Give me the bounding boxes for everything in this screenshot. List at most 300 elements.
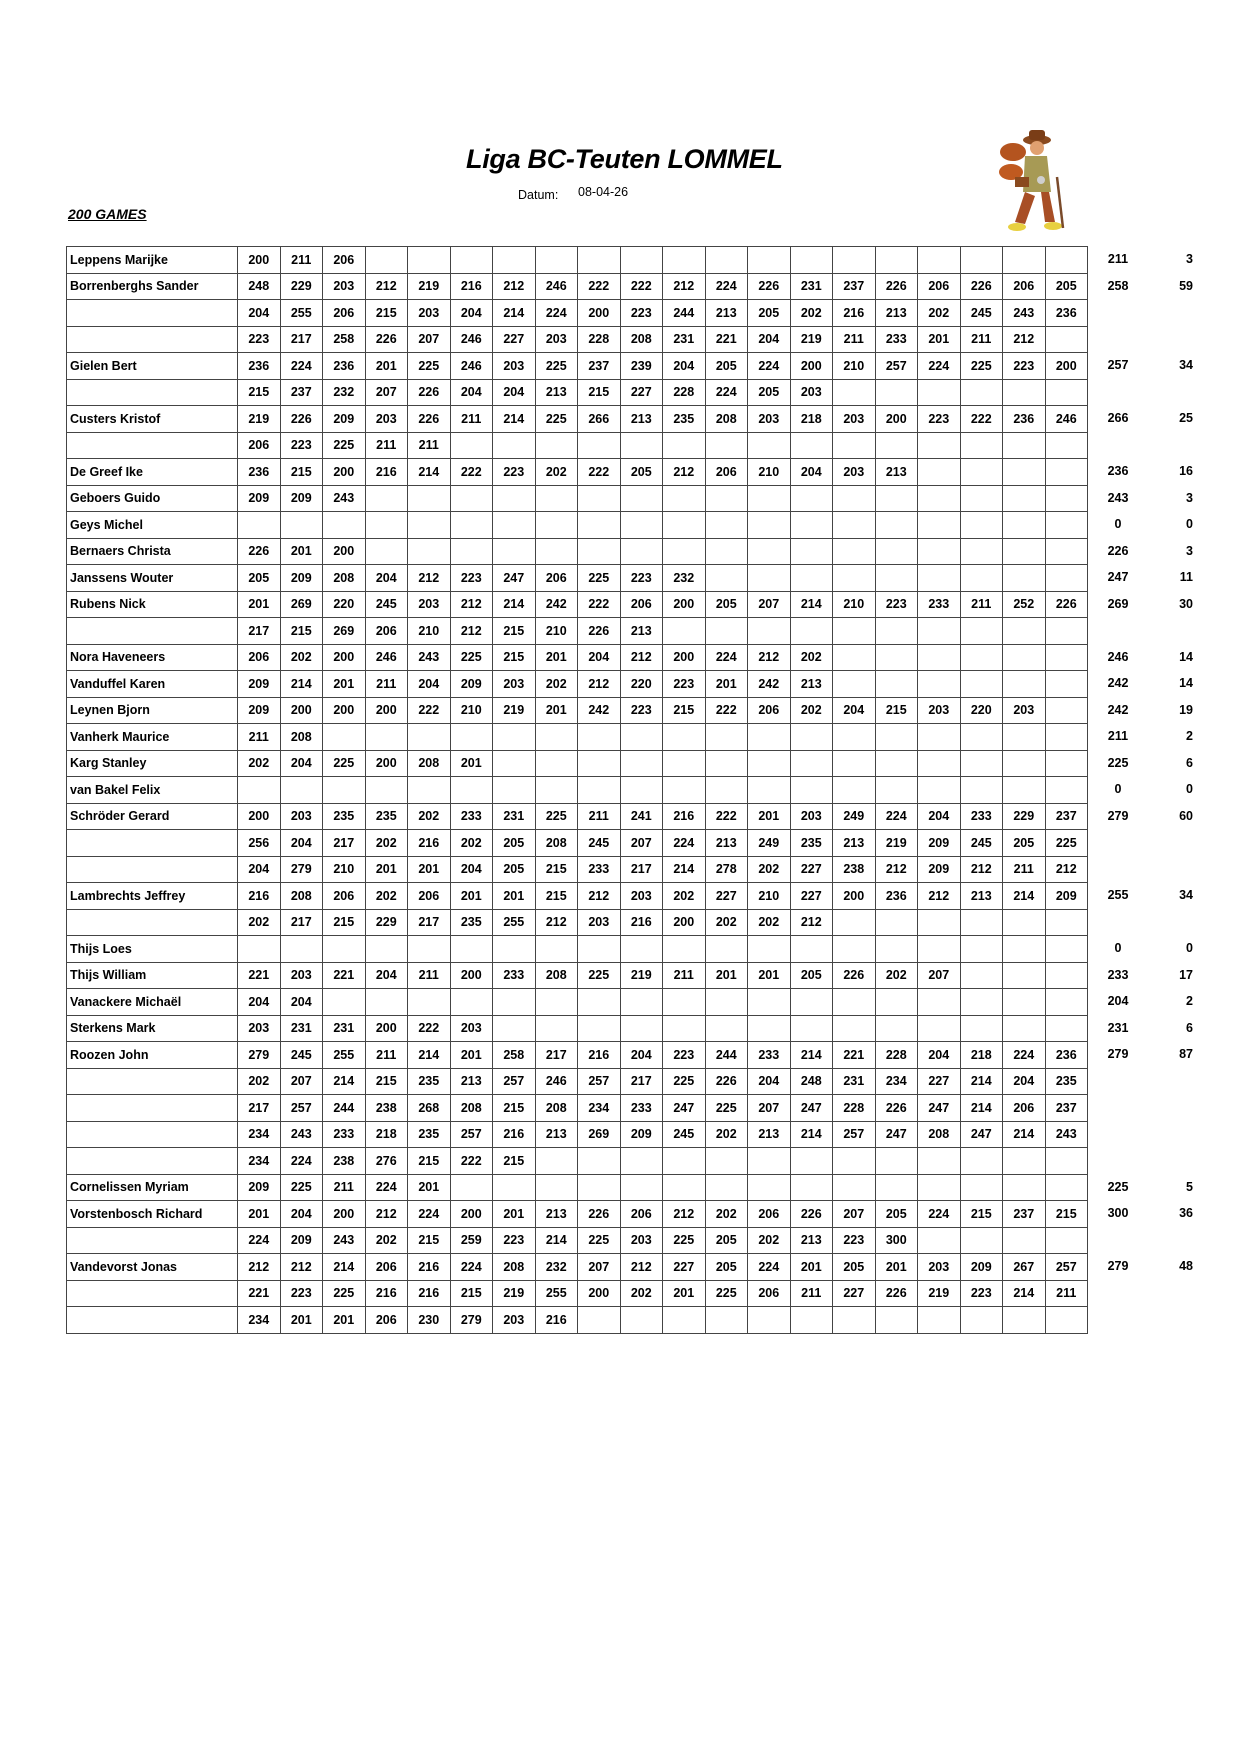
score-cell: 201 (748, 803, 791, 830)
score-cell (833, 671, 876, 698)
score-cell: 212 (620, 644, 663, 671)
score-cell (578, 538, 621, 565)
score-cell: 235 (365, 803, 408, 830)
score-cell: 202 (790, 644, 833, 671)
score-cell: 227 (705, 883, 748, 910)
table-row (67, 883, 1088, 910)
summary-row (1083, 326, 1193, 353)
score-cell: 201 (493, 1201, 536, 1228)
table-row (67, 1254, 1088, 1281)
score-cell: 215 (280, 459, 323, 486)
score-cell: 224 (280, 353, 323, 380)
score-cell: 224 (280, 1148, 323, 1175)
score-cell (620, 724, 663, 751)
score-cell (960, 1227, 1003, 1254)
summary-column (1083, 246, 1193, 1333)
score-cell (875, 538, 918, 565)
score-cell: 234 (238, 1307, 281, 1334)
score-cell: 213 (535, 1201, 578, 1228)
score-cell (918, 724, 961, 751)
score-cell (1003, 459, 1046, 486)
summary-row (1083, 962, 1193, 989)
score-cell: 200 (365, 697, 408, 724)
score-cell (1045, 485, 1088, 512)
score-cell: 201 (408, 856, 451, 883)
summary-row (1083, 856, 1193, 883)
score-cell: 243 (1045, 1121, 1088, 1148)
score-cell: 203 (238, 1015, 281, 1042)
score-cell (918, 565, 961, 592)
score-cell (790, 750, 833, 777)
score-cell (238, 777, 281, 804)
score-cell (365, 724, 408, 751)
table-row (67, 830, 1088, 857)
score-cell: 300 (875, 1227, 918, 1254)
score-cell: 203 (408, 591, 451, 618)
score-cell: 200 (238, 803, 281, 830)
score-cell: 211 (960, 326, 1003, 353)
score-cell (833, 565, 876, 592)
score-cell: 252 (1003, 591, 1046, 618)
score-cell (493, 750, 536, 777)
score-cell: 211 (238, 724, 281, 751)
score-cell: 223 (280, 432, 323, 459)
score-cell (833, 618, 876, 645)
score-cell: 212 (578, 671, 621, 698)
score-cell: 213 (833, 830, 876, 857)
score-cell: 226 (408, 406, 451, 433)
score-cell (875, 724, 918, 751)
score-cell: 237 (1045, 1095, 1088, 1122)
score-cell: 276 (365, 1148, 408, 1175)
score-cell: 206 (748, 697, 791, 724)
score-cell: 202 (238, 1068, 281, 1095)
score-cell (578, 777, 621, 804)
games-count: 0 (1186, 941, 1193, 956)
table-row (67, 512, 1088, 539)
score-cell: 255 (493, 909, 536, 936)
score-cell: 244 (705, 1042, 748, 1069)
score-cell: 223 (663, 671, 706, 698)
score-cell (875, 750, 918, 777)
games-count: 25 (1179, 411, 1193, 426)
summary-row (1083, 432, 1193, 459)
score-cell: 224 (748, 353, 791, 380)
score-cell: 210 (748, 459, 791, 486)
score-cell (960, 247, 1003, 274)
score-cell (323, 512, 366, 539)
table-row (67, 644, 1088, 671)
score-cell: 210 (833, 353, 876, 380)
score-cell (578, 1015, 621, 1042)
score-cell (1003, 1174, 1046, 1201)
score-cell: 201 (280, 538, 323, 565)
score-cell (1045, 936, 1088, 963)
score-cell (790, 432, 833, 459)
score-cell: 223 (620, 300, 663, 327)
score-cell: 214 (493, 591, 536, 618)
score-cell (620, 485, 663, 512)
score-cell: 204 (365, 565, 408, 592)
score-cell: 203 (408, 300, 451, 327)
score-cell: 226 (833, 962, 876, 989)
datum-value: 08-04-26 (578, 185, 629, 199)
score-cell: 204 (918, 803, 961, 830)
score-cell: 268 (408, 1095, 451, 1122)
score-cell: 211 (663, 962, 706, 989)
score-cell: 215 (493, 1148, 536, 1175)
score-cell: 203 (365, 406, 408, 433)
score-cell: 247 (663, 1095, 706, 1122)
player-name: Vanduffel Karen (67, 671, 238, 698)
score-cell: 202 (875, 962, 918, 989)
score-cell: 234 (238, 1121, 281, 1148)
score-cell (663, 1174, 706, 1201)
score-cell: 204 (450, 856, 493, 883)
score-cell (790, 538, 833, 565)
score-cell: 203 (280, 803, 323, 830)
table-row (67, 936, 1088, 963)
score-cell: 217 (323, 830, 366, 857)
summary-row (1083, 1147, 1193, 1174)
score-cell (748, 565, 791, 592)
score-cell: 223 (493, 1227, 536, 1254)
score-cell (1045, 538, 1088, 565)
score-cell (790, 777, 833, 804)
score-cell (663, 1148, 706, 1175)
score-cell (535, 750, 578, 777)
score-cell (1045, 326, 1088, 353)
score-cell: 215 (493, 644, 536, 671)
score-cell: 211 (450, 406, 493, 433)
score-cell: 208 (280, 883, 323, 910)
score-cell (1003, 724, 1046, 751)
score-cell: 213 (748, 1121, 791, 1148)
score-cell: 217 (535, 1042, 578, 1069)
score-cell: 211 (833, 326, 876, 353)
score-cell: 214 (535, 1227, 578, 1254)
score-cell (450, 432, 493, 459)
best-score: 233 (1107, 967, 1129, 982)
score-cell (748, 1148, 791, 1175)
score-cell: 225 (535, 803, 578, 830)
score-cell (1003, 565, 1046, 592)
score-cell (833, 724, 876, 751)
table-row (67, 1121, 1088, 1148)
score-cell: 214 (960, 1068, 1003, 1095)
score-cell: 208 (918, 1121, 961, 1148)
score-cell: 209 (238, 1174, 281, 1201)
score-cell: 233 (620, 1095, 663, 1122)
score-cell: 269 (578, 1121, 621, 1148)
score-cell: 203 (918, 697, 961, 724)
score-cell (365, 538, 408, 565)
player-name: Thijs William (67, 962, 238, 989)
score-cell (705, 247, 748, 274)
score-cell: 214 (280, 671, 323, 698)
score-cell: 219 (875, 830, 918, 857)
score-cell: 204 (578, 644, 621, 671)
score-cell (535, 724, 578, 751)
best-score: 225 (1107, 1179, 1129, 1194)
score-cell: 204 (408, 671, 451, 698)
score-cell: 221 (238, 962, 281, 989)
table-row (67, 353, 1088, 380)
games-count: 59 (1179, 278, 1193, 293)
score-cell: 213 (450, 1068, 493, 1095)
games-count: 16 (1179, 464, 1193, 479)
score-cell: 236 (1045, 1042, 1088, 1069)
score-cell: 212 (663, 459, 706, 486)
score-cell (960, 1148, 1003, 1175)
best-score: 0 (1114, 941, 1122, 956)
score-cell: 245 (663, 1121, 706, 1148)
score-cell (918, 1015, 961, 1042)
table-row (67, 1307, 1088, 1334)
score-cell (960, 618, 1003, 645)
score-cell (833, 777, 876, 804)
score-cell: 234 (238, 1148, 281, 1175)
score-cell: 212 (365, 273, 408, 300)
games-count: 48 (1179, 1259, 1193, 1274)
summary-row (1083, 299, 1193, 326)
score-cell (875, 644, 918, 671)
score-cell: 225 (450, 644, 493, 671)
score-cell: 222 (408, 1015, 451, 1042)
score-cell (1003, 247, 1046, 274)
score-cell: 211 (1045, 1280, 1088, 1307)
score-cell (323, 724, 366, 751)
table-row (67, 406, 1088, 433)
games-count: 2 (1186, 729, 1193, 744)
score-cell: 269 (280, 591, 323, 618)
score-cell (875, 1148, 918, 1175)
score-cell: 216 (620, 909, 663, 936)
score-cell: 211 (1003, 856, 1046, 883)
score-cell: 214 (493, 300, 536, 327)
score-cell: 204 (833, 697, 876, 724)
score-cell: 212 (875, 856, 918, 883)
best-score: 236 (1107, 464, 1129, 479)
summary-row (1083, 670, 1193, 697)
summary-row (1083, 511, 1193, 538)
score-cell (663, 750, 706, 777)
score-cell: 234 (875, 1068, 918, 1095)
score-cell: 215 (578, 379, 621, 406)
score-cell: 227 (833, 1280, 876, 1307)
summary-row (1083, 1094, 1193, 1121)
score-cell (663, 618, 706, 645)
score-cell: 209 (280, 1227, 323, 1254)
score-cell (620, 777, 663, 804)
score-cell (578, 432, 621, 459)
score-cell: 205 (748, 379, 791, 406)
score-cell (918, 936, 961, 963)
score-cell: 206 (1003, 273, 1046, 300)
score-cell (918, 379, 961, 406)
score-cell: 216 (493, 1121, 536, 1148)
score-cell (960, 750, 1003, 777)
scores-table (66, 246, 1088, 1334)
score-cell: 206 (323, 300, 366, 327)
score-cell: 203 (578, 909, 621, 936)
score-cell: 215 (1045, 1201, 1088, 1228)
score-cell (833, 989, 876, 1016)
score-cell: 219 (238, 406, 281, 433)
score-cell: 213 (790, 1227, 833, 1254)
table-row (67, 538, 1088, 565)
score-cell: 213 (535, 379, 578, 406)
score-cell: 257 (578, 1068, 621, 1095)
score-cell (620, 1307, 663, 1334)
score-cell (875, 1174, 918, 1201)
score-cell: 223 (493, 459, 536, 486)
player-name: Leppens Marijke (67, 247, 238, 274)
score-cell: 225 (578, 1227, 621, 1254)
score-cell (960, 671, 1003, 698)
score-cell: 206 (705, 459, 748, 486)
score-cell (875, 989, 918, 1016)
score-cell: 216 (238, 883, 281, 910)
score-cell: 215 (663, 697, 706, 724)
score-cell (535, 432, 578, 459)
score-cell (875, 565, 918, 592)
score-cell: 209 (323, 406, 366, 433)
score-cell (1045, 989, 1088, 1016)
score-cell (705, 1015, 748, 1042)
score-cell: 257 (833, 1121, 876, 1148)
score-cell (1003, 777, 1046, 804)
score-cell (535, 512, 578, 539)
score-cell (620, 936, 663, 963)
score-cell: 257 (493, 1068, 536, 1095)
summary-row (1083, 829, 1193, 856)
score-cell: 237 (833, 273, 876, 300)
score-cell: 225 (323, 1280, 366, 1307)
score-cell (578, 724, 621, 751)
score-cell: 224 (535, 300, 578, 327)
score-cell: 209 (280, 485, 323, 512)
score-cell (578, 936, 621, 963)
player-name (67, 1068, 238, 1095)
score-cell: 206 (535, 565, 578, 592)
score-cell (1045, 750, 1088, 777)
score-cell (1045, 724, 1088, 751)
score-cell: 202 (365, 1227, 408, 1254)
score-cell: 218 (960, 1042, 1003, 1069)
score-cell: 247 (493, 565, 536, 592)
summary-row (1083, 485, 1193, 512)
score-cell: 202 (790, 697, 833, 724)
score-cell: 211 (280, 247, 323, 274)
score-cell: 235 (408, 1068, 451, 1095)
score-cell: 211 (365, 432, 408, 459)
score-cell: 226 (875, 1095, 918, 1122)
score-cell: 220 (323, 591, 366, 618)
score-cell (918, 538, 961, 565)
score-cell: 217 (238, 1095, 281, 1122)
score-cell: 233 (960, 803, 1003, 830)
score-cell: 200 (875, 406, 918, 433)
summary-row (1083, 697, 1193, 724)
score-cell (875, 485, 918, 512)
player-name (67, 1121, 238, 1148)
score-cell (875, 379, 918, 406)
score-cell (1003, 671, 1046, 698)
summary-row (1083, 776, 1193, 803)
score-cell (705, 1174, 748, 1201)
table-row (67, 273, 1088, 300)
score-cell: 200 (323, 1201, 366, 1228)
score-cell (960, 909, 1003, 936)
score-cell: 214 (790, 591, 833, 618)
score-cell: 213 (875, 459, 918, 486)
score-cell: 223 (663, 1042, 706, 1069)
score-cell (1045, 777, 1088, 804)
score-cell: 212 (578, 883, 621, 910)
score-cell (1045, 565, 1088, 592)
games-count: 34 (1179, 358, 1193, 373)
score-cell: 207 (748, 1095, 791, 1122)
score-cell: 202 (450, 830, 493, 857)
score-cell: 202 (705, 1121, 748, 1148)
score-cell: 222 (578, 459, 621, 486)
table-row (67, 300, 1088, 327)
score-cell (620, 989, 663, 1016)
games-count: 11 (1179, 570, 1193, 585)
score-cell: 203 (493, 1307, 536, 1334)
score-cell: 205 (833, 1254, 876, 1281)
score-cell (663, 1307, 706, 1334)
score-cell: 201 (238, 1201, 281, 1228)
score-cell: 212 (1045, 856, 1088, 883)
score-cell: 238 (365, 1095, 408, 1122)
score-cell: 223 (238, 326, 281, 353)
score-cell: 208 (535, 830, 578, 857)
score-cell (790, 565, 833, 592)
games-count: 34 (1179, 888, 1193, 903)
player-name: Geys Michel (67, 512, 238, 539)
summary-row (1083, 1227, 1193, 1254)
summary-row (1083, 458, 1193, 485)
score-cell: 200 (790, 353, 833, 380)
score-cell: 206 (918, 273, 961, 300)
table-row (67, 247, 1088, 274)
score-cell (1045, 1148, 1088, 1175)
score-cell (790, 1174, 833, 1201)
score-cell: 207 (578, 1254, 621, 1281)
score-cell: 226 (578, 1201, 621, 1228)
score-cell: 248 (238, 273, 281, 300)
score-cell: 224 (238, 1227, 281, 1254)
score-cell (748, 724, 791, 751)
score-cell: 203 (833, 406, 876, 433)
score-cell: 257 (875, 353, 918, 380)
player-name: Nora Haveneers (67, 644, 238, 671)
score-cell: 203 (280, 962, 323, 989)
score-cell: 205 (875, 1201, 918, 1228)
score-cell: 246 (450, 353, 493, 380)
score-cell (323, 989, 366, 1016)
score-cell: 279 (238, 1042, 281, 1069)
score-cell (408, 936, 451, 963)
score-cell: 210 (748, 883, 791, 910)
score-cell: 206 (323, 247, 366, 274)
games-count: 87 (1179, 1047, 1193, 1062)
score-cell: 224 (663, 830, 706, 857)
player-name: Sterkens Mark (67, 1015, 238, 1042)
score-cell (875, 247, 918, 274)
